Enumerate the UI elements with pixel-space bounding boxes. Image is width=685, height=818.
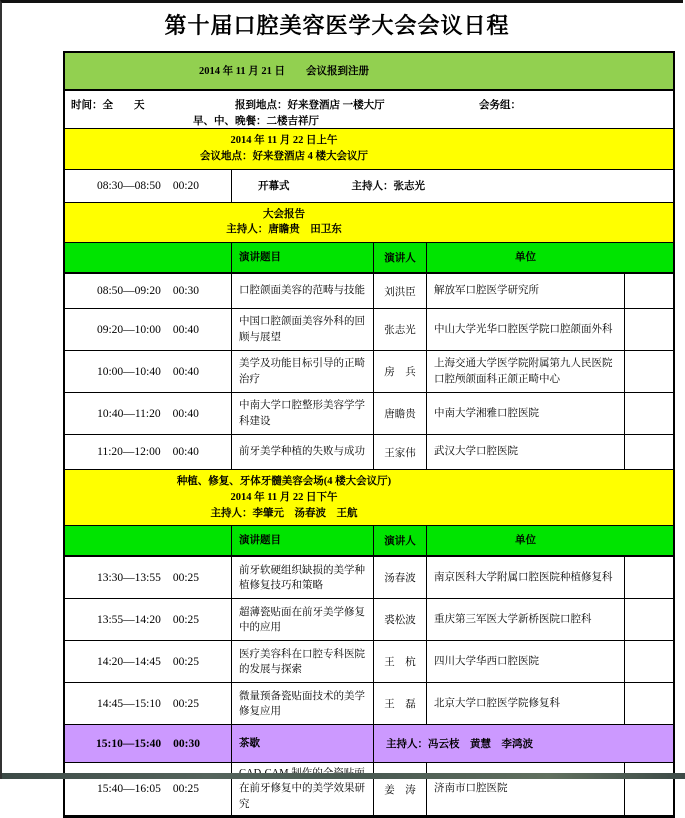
talk-duration: 00:25 [172, 697, 200, 710]
talk-time: 13:30—13:55 [96, 571, 161, 584]
day1-committee-label: 会务组： [479, 100, 521, 111]
talk-affiliation: 四川大学华西口腔医院 [426, 641, 624, 682]
header-time-cell [65, 243, 231, 272]
header-topic-label: 演讲题目 [231, 526, 373, 555]
day2pm-banner-line1: 种植、修复、牙体牙髓美容会场(4 楼大会议厅) [176, 476, 392, 487]
talk-affiliation: 济南市口腔医院 [426, 763, 624, 815]
header-extra-cell [624, 243, 673, 272]
talk-affiliation: 武汉大学口腔医院 [426, 435, 624, 469]
header-affiliation-label: 单位 [426, 243, 624, 272]
day1-time-label: 时间：全 天 [71, 100, 145, 111]
talk-duration: 00:40 [172, 365, 200, 378]
talk-speaker: 王家伟 [373, 435, 426, 469]
talk-time: 14:20—14:45 [96, 655, 161, 668]
tea-break-label: 茶歇 [231, 725, 373, 762]
schedule-table [63, 51, 675, 818]
day1-register-location: 报到地点：好来登酒店 一楼大厅 [235, 100, 385, 111]
header-time-cell [65, 526, 231, 555]
talk-duration: 00:25 [172, 571, 200, 584]
talk-row [65, 641, 673, 683]
talk-time: 14:45—15:10 [96, 697, 161, 710]
column-header-morning [65, 243, 673, 274]
talk-row [65, 763, 673, 816]
day2pm-banner [65, 470, 673, 526]
talk-row [65, 393, 673, 435]
talk-affiliation: 上海交通大学医学院附属第九人民医院口腔颅颌面科正颌正畸中心 [426, 351, 624, 392]
talk-duration: 00:40 [172, 407, 199, 420]
day2pm-banner-line3: 主持人：李肇元 汤春波 王航 [210, 507, 358, 519]
header-affiliation-label: 单位 [426, 526, 624, 555]
day1-info-row [65, 91, 673, 129]
day2am-banner [65, 129, 673, 170]
report-banner [65, 203, 673, 244]
tea-break-time: 15:10—15:40 [95, 737, 162, 750]
talk-duration: 00:25 [172, 613, 200, 626]
talk-speaker: 张志光 [373, 309, 426, 350]
talk-topic: 中国口腔颌面美容外科的回顾与展望 [231, 309, 373, 350]
opening-time: 08:30—08:50 [96, 179, 161, 192]
day2am-banner-line2: 会议地点：好来登酒店 4 楼大会议厅 [200, 150, 368, 162]
day2am-banner-line1: 2014 年 11 月 22 日上午 [230, 135, 338, 146]
talk-row [65, 309, 673, 351]
talk-topic: 前牙软硬组织缺损的美学种植修复技巧和策略 [231, 557, 373, 598]
talk-time: 10:00—10:40 [96, 365, 161, 378]
talk-topic: 前牙美学种植的失败与成功 [231, 435, 373, 469]
talk-topic: 美学及功能目标引导的正畸治疗 [231, 351, 373, 392]
tea-break-row [65, 725, 673, 763]
talk-time: 10:40—11:20 [97, 407, 161, 420]
tea-break-duration: 00:30 [173, 737, 200, 750]
header-speaker-label: 演讲人 [373, 526, 426, 555]
header-topic-label: 演讲题目 [231, 243, 373, 272]
talk-topic: 微量预备瓷贴面技术的美学修复应用 [231, 683, 373, 724]
talk-topic: 中南大学口腔整形美容学学科建设 [231, 393, 373, 434]
talk-time: 09:20—10:00 [96, 323, 161, 336]
talk-row [65, 274, 673, 309]
talk-affiliation: 南京医科大学附属口腔医院种植修复科 [426, 557, 624, 598]
day1-banner [65, 53, 673, 91]
talk-speaker: 房 兵 [373, 351, 426, 392]
opening-host: 主持人：张志光 [351, 181, 425, 192]
opening-title: 开幕式 [258, 181, 290, 192]
talk-affiliation: 中南大学湘雅口腔医院 [426, 393, 624, 434]
report-banner-line1: 大会报告 [263, 208, 305, 220]
opening-duration: 00:20 [172, 179, 200, 192]
header-speaker-label: 演讲人 [373, 243, 426, 272]
talk-affiliation: 重庆第三军医大学新桥医院口腔科 [426, 599, 624, 640]
header-extra-cell [624, 526, 673, 555]
talk-speaker: 唐瞻贵 [373, 393, 426, 434]
window-bottom-edge [2, 773, 685, 779]
talk-speaker: 刘洪臣 [373, 274, 426, 308]
talk-topic: 在前牙修复中的美学效果研究 [231, 763, 373, 815]
talk-speaker: 汤春波 [373, 557, 426, 598]
tea-break-hosts: 主持人：冯云枝 黄慧 李鸿波 [373, 725, 673, 762]
talk-duration: 00:40 [172, 446, 199, 458]
talk-row [65, 683, 673, 725]
talk-time: 13:55—14:20 [96, 613, 161, 626]
column-header-afternoon [65, 526, 673, 557]
talk-topic: 超薄瓷贴面在前牙美学修复中的应用 [231, 599, 373, 640]
talk-speaker: 王 磊 [373, 683, 426, 724]
talk-row [65, 599, 673, 641]
opening-time-cell [65, 170, 231, 202]
talk-affiliation: 北京大学口腔医学院修复科 [426, 683, 624, 724]
opening-content-cell [231, 170, 673, 202]
talk-time: 15:40—16:05 [96, 783, 161, 796]
talk-speaker: 姜 涛 [373, 763, 426, 815]
talk-row [65, 351, 673, 393]
talk-speaker: 王 杭 [373, 641, 426, 682]
talk-duration: 00:40 [172, 323, 200, 336]
talk-duration: 00:25 [172, 783, 200, 796]
talk-duration: 00:30 [172, 285, 200, 297]
talk-row [65, 435, 673, 470]
talk-topic: 医疗美容科在口腔专科医院的发展与探索 [231, 641, 373, 682]
report-banner-line2: 主持人：唐瞻贵 田卫东 [226, 224, 342, 236]
day1-meals: 早、中、晚餐：二楼吉祥厅 [193, 116, 319, 127]
page-title: 第十届口腔美容医学大会会议日程 [164, 13, 510, 38]
day2pm-banner-line2: 2014 年 11 月 22 日下午 [230, 491, 338, 503]
day1-banner-text: 2014 年 11 月 21 日 会议报到注册 [198, 66, 370, 77]
talk-affiliation: 中山大学光华口腔医学院口腔颌面外科 [426, 309, 624, 350]
talk-time: 11:20—12:00 [97, 446, 161, 458]
talk-topic: 口腔颌面美容的范畴与技能 [231, 274, 373, 308]
opening-row [65, 170, 673, 203]
talk-speaker: 裘松波 [373, 599, 426, 640]
talk-time: 08:50—09:20 [96, 285, 161, 297]
talk-duration: 00:25 [172, 655, 200, 668]
talk-row [65, 557, 673, 599]
talk-affiliation: 解放军口腔医学研究所 [426, 274, 624, 308]
